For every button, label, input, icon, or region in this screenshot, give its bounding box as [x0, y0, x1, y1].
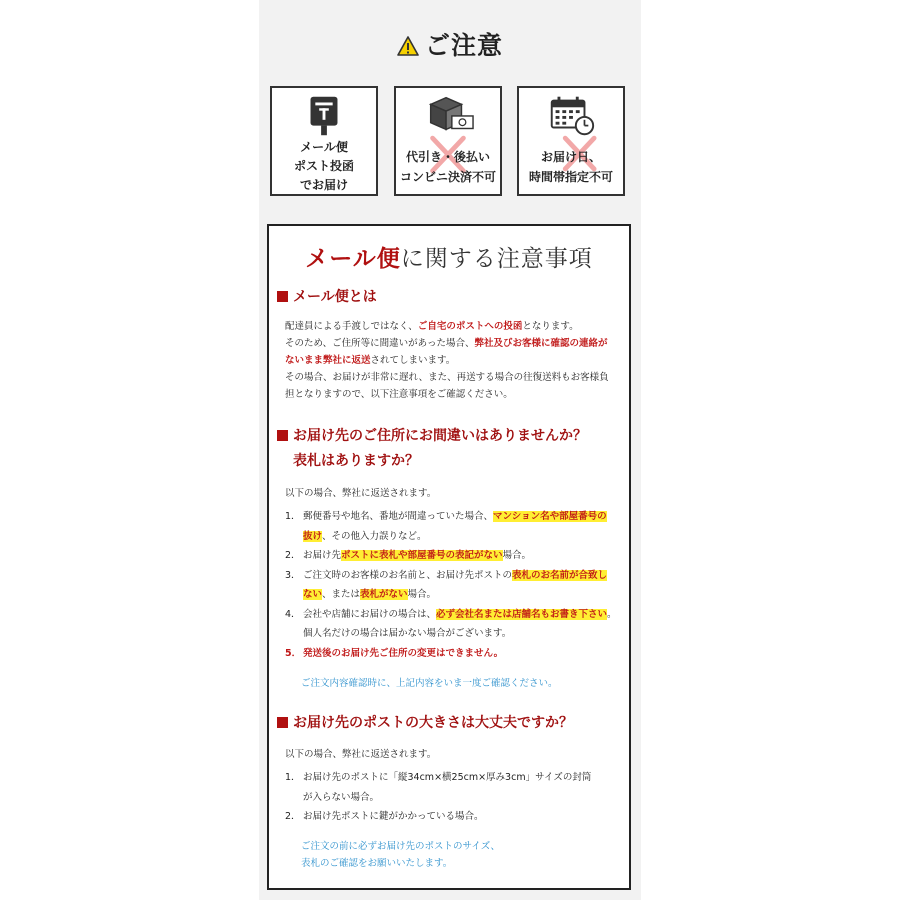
mailbox-conditions-list	[285, 768, 625, 827]
text: 。	[607, 608, 617, 620]
notice-mail-delivery	[270, 86, 378, 196]
return-conditions-list	[285, 507, 625, 663]
highlight: 必ず会社名または店舗名もお書き下さい	[436, 608, 608, 620]
item-number: 1．	[285, 511, 301, 522]
title-text: ご注意	[424, 31, 503, 60]
text: となります。	[522, 321, 579, 332]
mail-delivery-notes	[267, 224, 631, 890]
text: 配達員による手渡しではなく、	[285, 321, 418, 332]
notice-label-line1: お届け日、	[540, 150, 601, 164]
text: お届け先のポストに「縦34cm×横25cm×厚み3cm」サイズの封筒	[303, 772, 592, 783]
box-title-rest: に関する注意事項	[400, 246, 593, 272]
item-number: 5．	[285, 647, 302, 659]
text: 、または	[322, 589, 361, 600]
list-item	[285, 644, 625, 664]
list-item	[285, 768, 625, 807]
notice-label-line2: 時間帯指定不可	[528, 170, 613, 184]
text: ご注文時のお客様のお名前と、お届け先ポストの	[303, 569, 513, 581]
box-title-red: メール便	[305, 246, 401, 272]
highlight: 抜け	[303, 530, 323, 542]
text-line	[285, 318, 625, 335]
notice-label-line1: 代引き・後払い	[405, 150, 490, 164]
section-heading-address	[277, 425, 587, 448]
notice-no-date-time	[517, 86, 625, 196]
item-number: 1．	[285, 772, 301, 783]
square-bullet-icon	[277, 430, 288, 441]
note-line: 表札のご確認をお願いいたします。	[301, 858, 453, 869]
section-body-what-is	[285, 318, 625, 403]
item-number: 2．	[285, 550, 301, 561]
list-item	[285, 605, 625, 644]
page-title	[259, 26, 641, 62]
text: 郵便番号や地名、番地が間違っていた場合、	[303, 511, 494, 522]
text-line	[285, 335, 625, 352]
highlight: ポストに表札や部屋番号の表記がない	[341, 550, 503, 561]
highlight: マンション名や部屋番号の	[493, 511, 607, 522]
section-intro-mailbox: 以下の場合、弊社に返送されます。	[285, 749, 437, 760]
item-number: 4．	[285, 608, 301, 620]
box-title	[269, 240, 629, 273]
text-line	[285, 352, 625, 369]
notice-label-line2: コンビニ決済不可	[399, 170, 496, 184]
mailbox-check-note	[301, 838, 641, 872]
mailbox-icon	[272, 94, 376, 136]
heading-text: お届け先のポストの大きさは大丈夫ですか？	[293, 715, 573, 731]
text: が入らない場合。	[303, 791, 380, 803]
highlight: 表札がない	[360, 589, 408, 600]
section-heading-what-is	[277, 286, 377, 309]
text: お届け先ポストに鍵がかかっている場合。	[303, 811, 484, 822]
square-bullet-icon	[277, 717, 288, 728]
list-item	[285, 507, 625, 546]
text: 会社や店舗にお届けの場合は、	[303, 608, 437, 620]
item-number: 3．	[285, 569, 301, 581]
warning-icon	[397, 33, 419, 62]
note-line: ご注文の前に必ずお届け先のポストのサイズ、	[301, 841, 501, 852]
text: 場合。	[407, 589, 437, 600]
text: お届け先	[303, 550, 342, 561]
text: 場合。	[502, 550, 532, 561]
notice-no-cod	[394, 86, 502, 196]
item-number: 2．	[285, 811, 301, 822]
emphasis: 発送後のお届け先ご住所の変更はできません。	[303, 647, 504, 659]
highlight: ない	[303, 589, 323, 600]
text: されてしまいます。	[370, 355, 456, 366]
section-heading-mailbox-size	[277, 712, 573, 735]
emphasis: 弊社及びお客様に確認の連絡が	[474, 338, 608, 349]
address-check-note: ご注文内容確認時に、上記内容をいま一度ご確認ください。	[301, 678, 558, 689]
heading-text: 表札はありますか？	[293, 453, 419, 469]
text-line: 担となりますので、以下注意事項をご確認ください。	[285, 389, 513, 400]
text: 、その他入力誤りなど。	[322, 530, 427, 542]
section-heading-nameplate	[293, 450, 419, 473]
page	[259, 0, 641, 900]
notice-label-line3: でお届け	[299, 178, 348, 192]
list-item	[285, 566, 625, 605]
heading-text: メール便とは	[293, 289, 377, 305]
text: 個人名だけの場合は届かない場合がございます。	[303, 628, 512, 639]
notice-label-line1: メール便	[300, 140, 348, 154]
emphasis: ないまま弊社に返送	[285, 355, 371, 366]
text-line: その場合、お届けが非常に遅れ、また、再送する場合の往復送料もお客様負	[285, 372, 609, 383]
section-intro-address: 以下の場合、弊社に返送されます。	[285, 488, 437, 499]
square-bullet-icon	[277, 291, 288, 302]
list-item	[285, 546, 625, 566]
list-item	[285, 807, 625, 827]
notice-label-line2: ポスト投函	[293, 159, 354, 173]
heading-text: お届け先のご住所にお間違いはありませんか？	[293, 428, 587, 444]
highlight: 表札のお名前が合致し	[512, 569, 608, 581]
emphasis: ご自宅のポストへの投函	[417, 321, 523, 332]
text: そのため、ご住所等に間違いがあった場合、	[285, 338, 475, 349]
